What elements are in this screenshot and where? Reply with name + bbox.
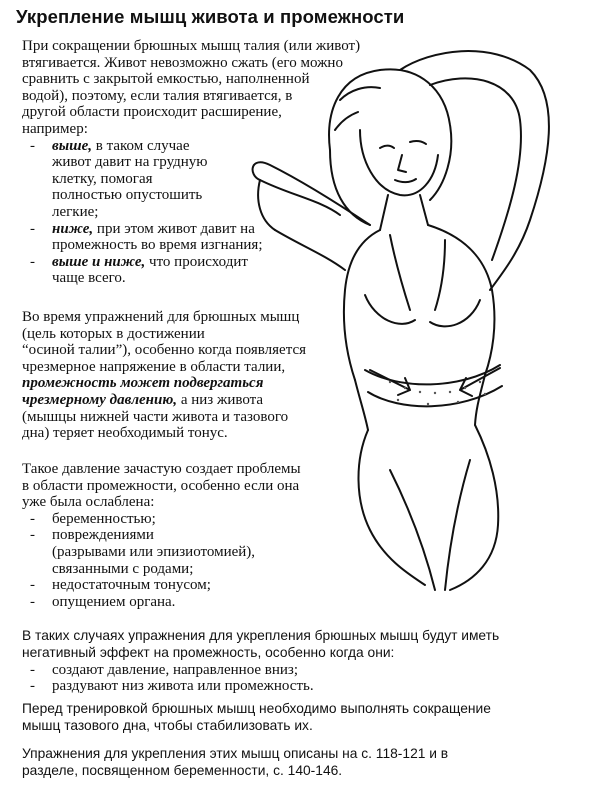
text-line: втягивается. Живот невозможно сжать (его можно xyxy=(22,54,343,71)
text-line: создают давление, направленное вниз; xyxy=(52,661,299,678)
text-line: в таком случае xyxy=(92,137,190,154)
before-training-paragraph xyxy=(22,701,598,735)
list-dash: - xyxy=(30,220,35,237)
list-item xyxy=(22,511,362,528)
list-dash: - xyxy=(30,137,35,154)
text-line: негативный эффект на промежность, особенно когда они: xyxy=(22,644,395,660)
text-line: Такое давление зачастую создает проблемы xyxy=(22,461,301,477)
text-line: разделе, посвященном беременности, с. 140-146. xyxy=(22,762,343,778)
text-line: раздувают низ живота или промежность. xyxy=(52,678,314,695)
text-line: связанными с родами; xyxy=(52,560,194,577)
text-line: (разрывами или эпизиотомией), xyxy=(52,543,256,560)
text-line: опущением органа. xyxy=(52,593,176,610)
text-line: в области промежности, особенно если она xyxy=(22,477,300,494)
list-dash: - xyxy=(30,577,35,594)
text-line: клетку, помогая xyxy=(52,170,153,187)
intro-paragraph xyxy=(22,38,362,287)
text-line: полностью опустошить xyxy=(52,187,203,204)
text-line: “осиной талии”), особенно когда появляется xyxy=(22,342,307,359)
effect-list xyxy=(22,662,598,696)
list-item xyxy=(22,662,598,679)
list-item xyxy=(22,678,598,695)
list-dash: - xyxy=(30,593,35,610)
list-dash: - xyxy=(30,678,35,695)
pressure-paragraph xyxy=(22,461,362,610)
emphasis-text: чрезмерному давлению, xyxy=(22,391,178,408)
list-dash: - xyxy=(30,661,35,678)
text-line: повреждениями xyxy=(52,527,154,544)
list-dash: - xyxy=(30,510,35,527)
page-reference-paragraph xyxy=(22,746,598,780)
text-line: недостаточным тонусом; xyxy=(52,577,211,594)
text-line: другой области происходит расширение, xyxy=(22,104,282,121)
text-line: легкие; xyxy=(52,203,99,220)
list-item xyxy=(22,594,362,611)
text-line: мышц тазового дна, чтобы стабилизовать их. xyxy=(22,717,313,733)
text-line: чаще всего. xyxy=(52,270,126,287)
negative-effect-paragraph xyxy=(22,628,598,695)
list-item xyxy=(22,577,362,594)
page-title: Укрепление мышц живота и промежности xyxy=(16,6,405,27)
text-line: Упражнения для укрепления этих мышц описаны на с. 118-121 и в xyxy=(22,746,449,761)
text-line: дна) теряет необходимый тонус. xyxy=(22,425,228,442)
text-line: Перед тренировкой брюшных мышц необходимо выполнять сокращение xyxy=(22,701,491,716)
list-term: ниже, xyxy=(52,220,94,237)
list-item xyxy=(22,254,362,287)
list-term: выше и ниже, xyxy=(52,253,146,270)
list-item xyxy=(22,138,362,221)
list-item xyxy=(22,527,362,577)
text-line: (мышцы нижней части живота и тазового xyxy=(22,408,289,425)
text-line: При сокращении брюшных мышц талия (или живот) xyxy=(22,38,361,54)
text-line: водой), поэтому, если талия втягивается, в xyxy=(22,87,293,104)
text-line: В таких случаях упражнения для укрепления брюшных мышц будут иметь xyxy=(22,628,500,643)
text-line: что происходит xyxy=(145,253,248,270)
text-line: при этом живот давит на xyxy=(93,220,255,237)
text-line: Во время упражнений для брюшных мышц xyxy=(22,309,300,325)
text-line: беременностью; xyxy=(52,510,156,527)
text-line: уже была ослаблена: xyxy=(22,494,155,511)
list-item xyxy=(22,221,362,254)
list-term: выше, xyxy=(52,137,93,154)
list-dash: - xyxy=(30,253,35,270)
text-line: например: xyxy=(22,120,88,137)
text-line: живот давит на грудную xyxy=(52,154,208,171)
text-line: (цель которых в достижении xyxy=(22,325,205,342)
text-line: сравнить с закрытой емкостью, наполненной xyxy=(22,71,310,88)
emphasis-text: промежность может подвергаться xyxy=(22,375,264,392)
exercise-paragraph xyxy=(22,309,362,442)
text-line: а низ живота xyxy=(177,391,264,408)
text-line: промежность во время изгнания; xyxy=(52,237,263,254)
list-dash: - xyxy=(30,527,35,544)
text-line: чрезмерное напряжение в области талии, xyxy=(22,358,286,375)
direction-list xyxy=(22,138,362,287)
cause-list xyxy=(22,511,362,611)
